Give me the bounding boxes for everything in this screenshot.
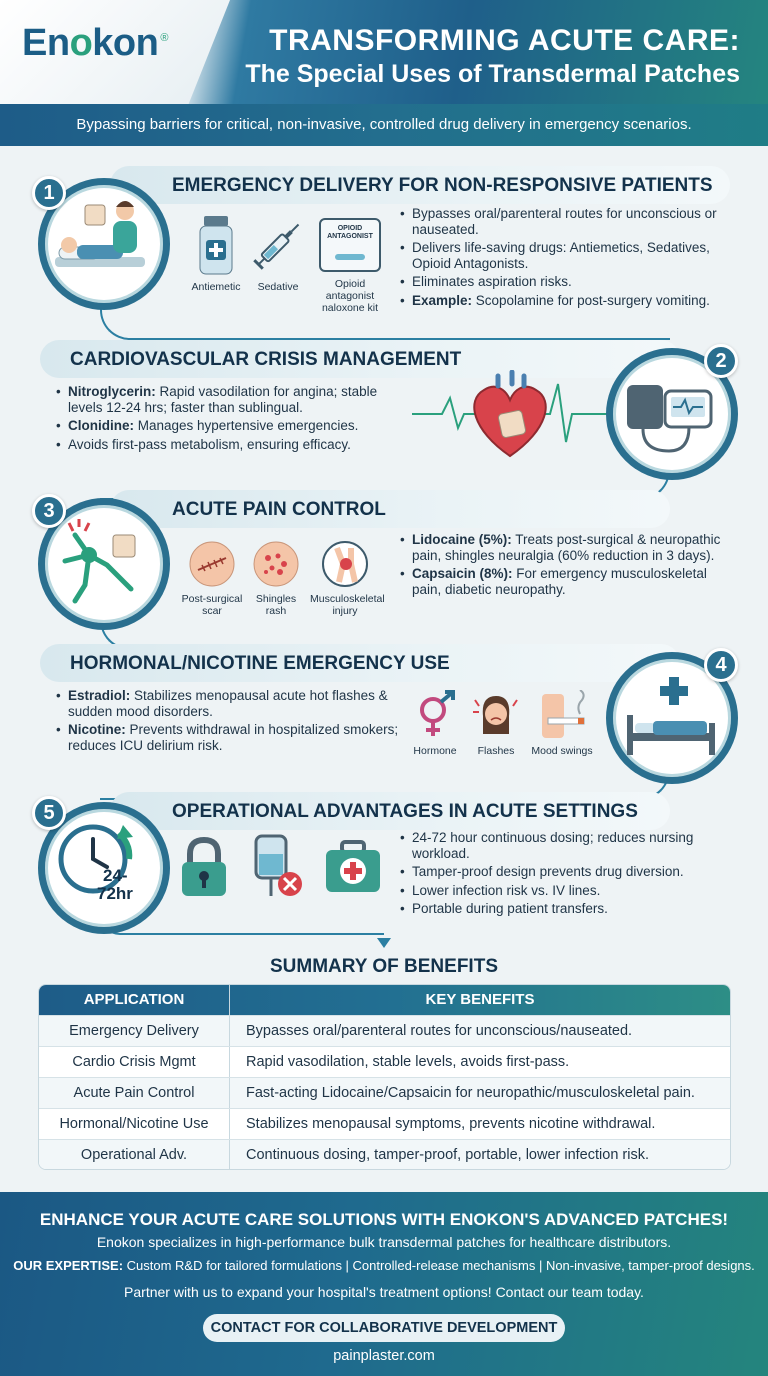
flashes-item [468, 690, 524, 757]
table-row [39, 1108, 730, 1139]
bullet: • Tamper-proof design prevents drug diversion. [400, 864, 736, 880]
section-3-badge: 3 [32, 494, 66, 528]
antiemetic-item [186, 214, 246, 293]
table-cell: Fast-acting Lidocaine/Capsaicin for neuropathic/musculoskeletal pain. [246, 1085, 695, 1101]
expertise-text: Custom R&D for tailored formulations | Controlled-release mechanisms | Non-invasive, tamper-proof designs. [123, 1258, 755, 1273]
section-3-bullets [400, 532, 736, 600]
header-banner [0, 0, 768, 104]
table-cell: Rapid vasodilation, stable levels, avoids first-pass. [246, 1054, 570, 1070]
bullet: • Clonidine: Manages hypertensive emergencies. [56, 418, 396, 434]
table-header [39, 985, 730, 1015]
footer-line-1: Enokon specializes in high-performance bulk transdermal patches for healthcare distributors. [96, 1234, 672, 1250]
column-header-application: APPLICATION [39, 985, 230, 1015]
column-header-benefits: KEY BENEFITS [425, 991, 535, 1008]
naloxone-kit-label: Opioid antagonist naloxone kit [321, 278, 379, 314]
naloxone-kit-item [310, 218, 390, 314]
kit-vial-icon [335, 254, 365, 260]
bullet: • Lidocaine (5%): Treats post-surgical & neuropathic pain, shingles neuralgia (60% reduction in 3 days). [400, 532, 736, 563]
naloxone-kit-icon [319, 218, 381, 272]
contact-button[interactable]: CONTACT FOR COLLABORATIVE DEVELOPMENT [203, 1314, 565, 1342]
table-cell: Bypasses oral/parenteral routes for unconscious/nauseated. [246, 1023, 633, 1039]
table-row [39, 1077, 730, 1108]
section-4-title: HORMONAL/NICOTINE EMERGENCY USE [70, 653, 450, 674]
antiemetic-label: Antiemetic [191, 281, 241, 293]
table-cell: Cardio Crisis Mgmt [39, 1047, 230, 1077]
clock-duration-label [97, 867, 133, 903]
bullet: • Avoids first-pass metabolism, ensuring efficacy. [56, 437, 396, 453]
section-5-badge: 5 [32, 796, 66, 830]
scar-item [180, 540, 244, 617]
medicine-bottle-icon [196, 214, 236, 276]
table-cell: Hormonal/Nicotine Use [39, 1109, 230, 1139]
bullet: • Example: Scopolamine for post-surgery vomiting. [400, 293, 736, 309]
hormone-label: Hormone [413, 745, 457, 757]
section-4-bullets [56, 688, 402, 756]
mood-swings-label: Mood swings [531, 745, 593, 757]
logo-text-a: En [22, 22, 70, 64]
shingles-label: Shingles rash [255, 593, 297, 617]
arrow-down-icon [377, 938, 391, 948]
rash-icon [252, 540, 300, 588]
flashes-label: Flashes [477, 745, 515, 757]
section-1-badge: 1 [32, 176, 66, 210]
bullet: • Portable during patient transfers. [400, 901, 736, 917]
section-2-bullets [56, 384, 396, 455]
table-row [39, 1139, 730, 1170]
syringe-icon [247, 214, 309, 276]
bullet: • Eliminates aspiration risks. [400, 274, 736, 290]
shingles-item [248, 540, 304, 617]
iv-bag-icon [246, 830, 308, 902]
bullet: • Bypasses oral/parenteral routes for unconscious or nauseated. [400, 206, 736, 237]
surgical-scar-icon [188, 540, 236, 588]
knee-injury-icon [321, 540, 369, 588]
table-cell: Emergency Delivery [39, 1016, 230, 1046]
table-row [39, 1015, 730, 1046]
table-cell: Operational Adv. [39, 1140, 230, 1170]
first-aid-kit-icon [322, 838, 384, 896]
expertise-label: OUR EXPERTISE: [13, 1258, 124, 1273]
scar-label: Post-surgical scar [181, 593, 243, 617]
heart-ecg-icon [412, 370, 608, 462]
section-4-badge: 4 [704, 648, 738, 682]
padlock-icon [178, 836, 230, 898]
bullet: • Nicotine: Prevents withdrawal in hospitalized smokers; reduces ICU delirium risk. [56, 722, 402, 753]
injury-item [310, 540, 385, 617]
section-1-title: EMERGENCY DELIVERY FOR NON-RESPONSIVE PATIENTS [172, 175, 713, 196]
table-cell: Stabilizes menopausal symptoms, prevents nicotine withdrawal. [246, 1116, 656, 1132]
kit-caption: OPIOID ANTAGONIST [327, 225, 373, 240]
summary-table [38, 984, 731, 1170]
table-cell: Continuous dosing, tamper-proof, portable, lower infection risk. [246, 1147, 649, 1163]
bullet: • 24-72 hour continuous dosing; reduces nursing workload. [400, 830, 736, 861]
bullet: • Capsaicin (8%): For emergency musculoskeletal pain, diabetic neuropathy. [400, 566, 736, 597]
page-subtitle: The Special Uses of Transdermal Patches [245, 60, 740, 88]
nerve-pain-icon [45, 505, 163, 623]
footer-expertise [0, 1258, 768, 1273]
footer-line-3: Partner with us to expand your hospital's treatment options! Contact our team today. [124, 1284, 644, 1300]
page-title: TRANSFORMING ACUTE CARE: [269, 24, 740, 57]
logo-text-o: o [69, 22, 93, 64]
section-3-title: ACUTE PAIN CONTROL [172, 499, 386, 520]
hot-flash-face-icon [471, 690, 521, 740]
bullet: • Lower infection risk vs. IV lines. [400, 883, 736, 899]
registered-mark: ® [160, 32, 168, 45]
bullet: • Nitroglycerin: Rapid vasodilation for angina; stable levels 12-24 hrs; faster than sublingual. [56, 384, 396, 415]
cigarette-hand-icon [534, 690, 590, 740]
clock-label-top: 24- [103, 866, 128, 885]
section-2-title: CARDIOVASCULAR CRISIS MANAGEMENT [70, 349, 462, 370]
footer-banner [0, 1192, 768, 1376]
bullet: • Delivers life-saving drugs: Antiemetics, Sedatives, Opioid Antagonists. [400, 240, 736, 271]
gender-symbol-icon [413, 690, 457, 740]
section-2-badge: 2 [704, 344, 738, 378]
sedative-label: Sedative [257, 281, 299, 293]
clock-label-bottom: 72hr [97, 884, 133, 903]
summary-title: SUMMARY OF BENEFITS [269, 956, 498, 977]
sedative-item [246, 214, 310, 293]
hormone-item [410, 690, 460, 757]
section-1-bullets [400, 206, 736, 311]
section-5-title: OPERATIONAL ADVANTAGES IN ACUTE SETTINGS [172, 801, 638, 822]
website-link[interactable]: painplaster.com [333, 1348, 435, 1364]
enokon-logo[interactable] [22, 22, 168, 65]
section-5-bullets [400, 830, 736, 920]
footer-headline: ENHANCE YOUR ACUTE CARE SOLUTIONS WITH ENOKON'S ADVANCED PATCHES! [39, 1210, 729, 1229]
table-body [39, 1015, 730, 1170]
tagline-bar: Bypassing barriers for critical, non-invasive, controlled drug delivery in emergency scenarios. [0, 104, 768, 146]
mood-swings-item [528, 690, 596, 757]
logo-text-b: kon [92, 22, 159, 64]
injury-label: Musculoskeletal injury [310, 593, 385, 617]
bullet: • Estradiol: Stabilizes menopausal acute hot flashes & sudden mood disorders. [56, 688, 402, 719]
table-row [39, 1046, 730, 1077]
table-cell: Acute Pain Control [39, 1078, 230, 1108]
